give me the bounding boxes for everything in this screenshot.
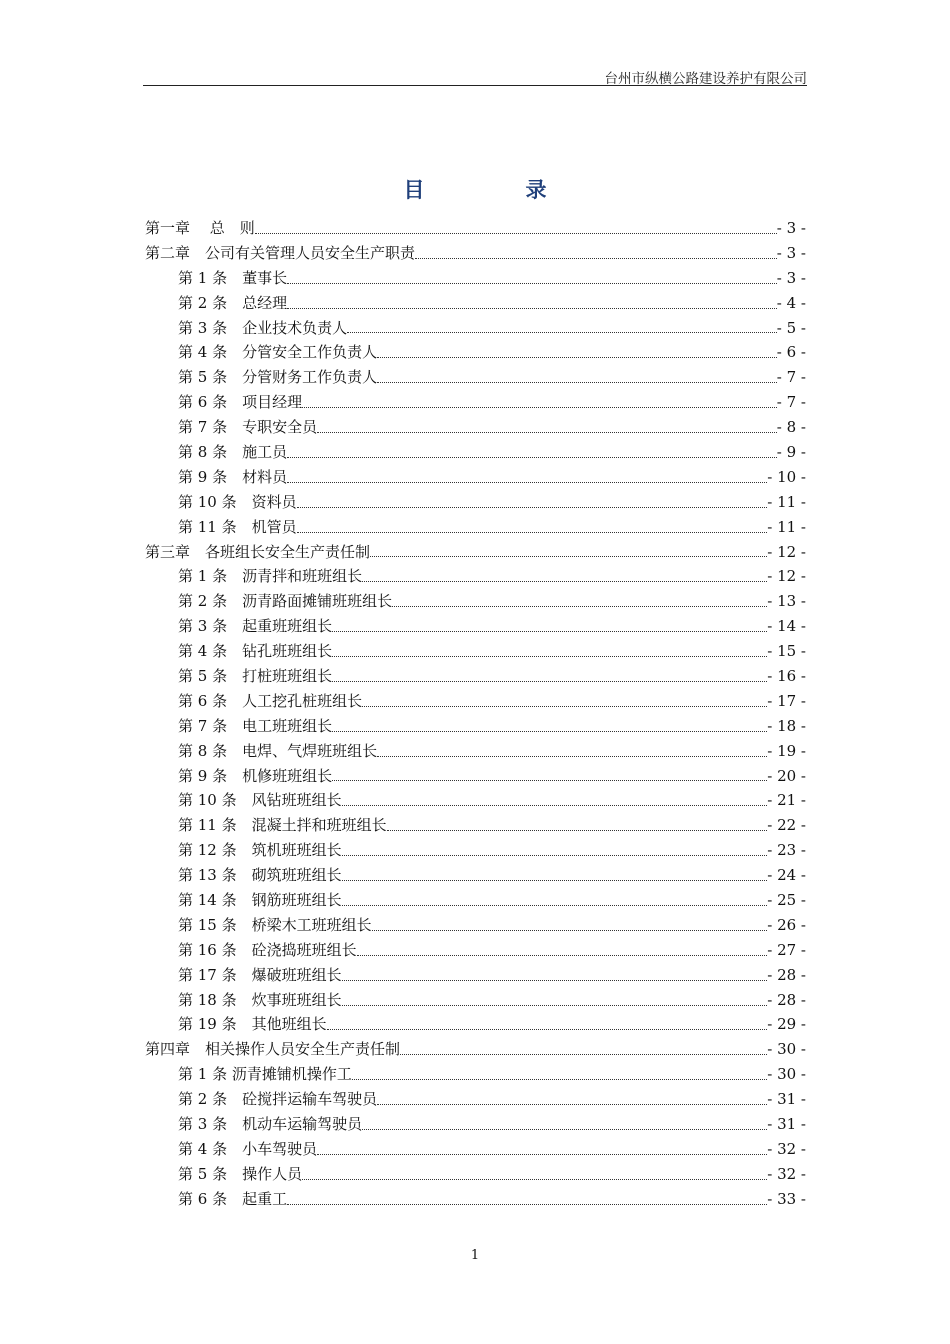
toc-entry-label: 第 6 条 起重工 xyxy=(178,1189,288,1208)
toc-article-entry[interactable] xyxy=(145,415,806,440)
toc-dot-leader xyxy=(377,1104,767,1105)
toc-article-entry[interactable] xyxy=(145,664,806,689)
toc-article-entry[interactable] xyxy=(145,515,806,540)
toc-article-entry[interactable] xyxy=(145,813,806,838)
toc-dot-leader xyxy=(377,756,767,757)
toc-entry-label: 第 17 条 爆破班班组长 xyxy=(178,965,342,984)
toc-dot-leader xyxy=(342,1005,768,1006)
toc-entry-label: 第 7 条 专职安全员 xyxy=(178,418,318,437)
toc-entry-label: 第 14 条 钢筋班班组长 xyxy=(178,891,342,910)
toc-dot-leader xyxy=(352,1079,767,1080)
page-number: 1 xyxy=(470,1248,480,1263)
toc-dot-leader xyxy=(287,482,767,483)
toc-entry-label: 第 10 条 资料员 xyxy=(178,492,297,511)
toc-article-entry[interactable] xyxy=(145,365,806,390)
toc-entry-label: 第一章 总 则 xyxy=(145,218,255,237)
toc-article-entry[interactable] xyxy=(145,938,806,963)
toc-article-entry[interactable] xyxy=(145,863,806,888)
toc-entry-label: 第 2 条 砼搅拌运输车驾驶员 xyxy=(178,1090,378,1109)
toc-entry-page: - 27 - xyxy=(767,940,806,959)
toc-entry-page: - 4 - xyxy=(776,293,806,312)
toc-entry-page: - 22 - xyxy=(767,816,806,835)
toc-article-entry[interactable] xyxy=(145,963,806,988)
toc-entry-page: - 30 - xyxy=(767,1040,806,1059)
toc-entry-label: 第 3 条 机动车运输驾驶员 xyxy=(178,1115,363,1134)
toc-entry-page: - 31 - xyxy=(767,1090,806,1109)
toc-entry-page: - 3 - xyxy=(776,268,806,287)
toc-dot-leader xyxy=(302,407,777,408)
toc-entry-label: 第 12 条 筑机班班组长 xyxy=(178,841,342,860)
toc-entry-label: 第 8 条 施工员 xyxy=(178,443,288,461)
toc-article-entry[interactable] xyxy=(145,838,806,863)
toc-article-entry[interactable] xyxy=(145,390,806,415)
toc-dot-leader xyxy=(302,1179,767,1180)
toc-entry-label: 第 11 条 混凝土拌和班班组长 xyxy=(178,816,387,835)
toc-dot-leader xyxy=(332,631,767,632)
toc-dot-leader xyxy=(342,855,768,856)
toc-dot-leader xyxy=(342,880,768,881)
toc-entry-label: 第 4 条 分管安全工作负责人 xyxy=(178,343,378,362)
toc-dot-leader xyxy=(317,1154,767,1155)
toc-entry-page: - 25 - xyxy=(767,891,806,910)
toc-entry-page: - 29 - xyxy=(767,1015,806,1034)
toc-article-entry[interactable] xyxy=(145,316,806,341)
toc-entry-label: 第 2 条 沥青路面摊铺班班组长 xyxy=(178,592,393,611)
toc-article-entry[interactable] xyxy=(145,689,806,714)
toc-entry-label: 第 18 条 炊事班班组长 xyxy=(178,990,342,1009)
toc-dot-leader xyxy=(370,556,767,557)
toc-dot-leader xyxy=(362,581,767,582)
toc-entry-page: - 31 - xyxy=(767,1115,806,1134)
toc-dot-leader xyxy=(287,308,777,309)
toc-dot-leader xyxy=(347,332,777,333)
toc-article-entry[interactable] xyxy=(145,266,806,291)
toc-entry-label: 第 5 条 打桩班班组长 xyxy=(178,667,333,686)
toc-article-entry[interactable] xyxy=(145,714,806,739)
toc-dot-leader xyxy=(332,656,767,657)
toc-dot-leader xyxy=(387,830,768,831)
table-of-contents xyxy=(145,216,806,1212)
toc-article-entry[interactable] xyxy=(145,739,806,764)
toc-article-entry[interactable] xyxy=(145,440,806,465)
toc-article-entry[interactable] xyxy=(145,589,806,614)
toc-dot-leader xyxy=(400,1054,767,1055)
toc-entry-page: - 19 - xyxy=(767,741,806,760)
toc-entry-label: 第 9 条 机修班班组长 xyxy=(178,766,333,785)
toc-entry-label: 第二章 公司有关管理人员安全生产职责 xyxy=(145,243,416,262)
toc-entry-page: - 24 - xyxy=(767,866,806,885)
toc-dot-leader xyxy=(377,382,777,383)
toc-entry-label: 第 15 条 桥梁木工班班组长 xyxy=(178,915,372,934)
toc-entry-label: 第 19 条 其他班组长 xyxy=(178,1015,327,1034)
toc-article-entry[interactable] xyxy=(145,639,806,664)
toc-entry-label: 第 1 条 董事长 xyxy=(178,268,288,287)
toc-entry-page: - 12 - xyxy=(767,542,806,561)
toc-entry-page: - 11 - xyxy=(767,517,806,536)
toc-article-entry[interactable] xyxy=(145,1187,806,1212)
toc-dot-leader xyxy=(357,955,768,956)
toc-entry-page: - 23 - xyxy=(767,841,806,860)
toc-entry-page: - 17 - xyxy=(767,691,806,710)
toc-dot-leader xyxy=(317,432,777,433)
toc-entry-label: 第 10 条 风钻班班组长 xyxy=(178,791,342,810)
toc-article-entry[interactable] xyxy=(145,291,806,316)
toc-entry-page: - 32 - xyxy=(767,1139,806,1158)
toc-chapter-entry[interactable] xyxy=(145,216,806,241)
toc-entry-page: - 15 - xyxy=(767,642,806,661)
toc-entry-page: - 8 - xyxy=(776,418,806,437)
toc-dot-leader xyxy=(362,706,767,707)
toc-entry-page: - 28 - xyxy=(767,990,806,1009)
toc-entry-page: - 3 - xyxy=(776,218,806,237)
toc-entry-label: 第 1 条 沥青拌和班班组长 xyxy=(178,567,363,586)
toc-entry-label: 第 4 条 小车驾驶员 xyxy=(178,1139,318,1158)
toc-dot-leader xyxy=(342,980,768,981)
toc-article-entry[interactable] xyxy=(145,340,806,365)
toc-article-entry[interactable] xyxy=(145,490,806,515)
toc-entry-page: - 10 - xyxy=(767,467,806,486)
toc-entry-label: 第 8 条 电焊、气焊班班组长 xyxy=(178,741,378,760)
toc-article-entry[interactable] xyxy=(145,913,806,938)
toc-article-entry[interactable] xyxy=(145,1137,806,1162)
toc-entry-label: 第 5 条 操作人员 xyxy=(178,1164,303,1183)
toc-dot-leader xyxy=(332,780,767,781)
toc-dot-leader xyxy=(372,930,768,931)
toc-entry-page: - 7 - xyxy=(776,393,806,412)
toc-entry-label: 第 3 条 企业技术负责人 xyxy=(178,318,348,337)
toc-dot-leader xyxy=(297,532,768,533)
header-rule xyxy=(143,85,807,86)
toc-dot-leader xyxy=(332,731,767,732)
toc-article-entry[interactable] xyxy=(145,614,806,639)
toc-dot-leader xyxy=(415,258,777,259)
toc-article-entry[interactable] xyxy=(145,564,806,589)
toc-entry-page: - 5 - xyxy=(776,318,806,337)
toc-dot-leader xyxy=(342,805,768,806)
toc-article-entry[interactable] xyxy=(145,988,806,1013)
toc-entry-label: 第 6 条 项目经理 xyxy=(178,393,303,412)
toc-article-entry[interactable] xyxy=(145,1062,806,1087)
toc-dot-leader xyxy=(332,681,767,682)
toc-entry-page: - 16 - xyxy=(767,667,806,686)
toc-dot-leader xyxy=(362,1129,767,1130)
toc-chapter-entry[interactable] xyxy=(145,241,806,266)
toc-dot-leader xyxy=(287,1204,767,1205)
toc-entry-label: 第 4 条 钻孔班班组长 xyxy=(178,642,333,661)
toc-dot-leader xyxy=(255,233,777,234)
toc-entry-label: 第 6 条 人工挖孔桩班组长 xyxy=(178,691,363,710)
toc-chapter-entry[interactable] xyxy=(145,540,806,565)
toc-article-entry[interactable] xyxy=(145,465,806,490)
toc-article-entry[interactable] xyxy=(145,764,806,789)
toc-article-entry[interactable] xyxy=(145,1087,806,1112)
toc-article-entry[interactable] xyxy=(145,788,806,813)
toc-dot-leader xyxy=(377,357,777,358)
toc-dot-leader xyxy=(297,507,768,508)
toc-entry-page: - 6 - xyxy=(776,343,806,362)
toc-entry-page: - 32 - xyxy=(767,1164,806,1183)
toc-dot-leader xyxy=(287,457,777,458)
toc-article-entry[interactable] xyxy=(145,1013,806,1038)
toc-article-entry[interactable] xyxy=(145,1112,806,1137)
header-company-name: 台州市纵横公路建设养护有限公司 xyxy=(604,71,807,87)
toc-entry-page: - 21 - xyxy=(767,791,806,810)
toc-entry-page: - 14 - xyxy=(767,617,806,636)
toc-article-entry[interactable] xyxy=(145,888,806,913)
toc-entry-label: 第 2 条 总经理 xyxy=(178,293,288,312)
toc-entry-page: - 7 - xyxy=(776,368,806,387)
toc-entry-page: - 9 - xyxy=(776,443,806,461)
toc-dot-leader xyxy=(287,283,777,284)
toc-entry-page: - 18 - xyxy=(767,716,806,735)
toc-entry-page: - 33 - xyxy=(767,1189,806,1208)
toc-entry-label: 第 11 条 机管员 xyxy=(178,517,297,536)
toc-chapter-entry[interactable] xyxy=(145,1037,806,1062)
toc-entry-label: 第 5 条 分管财务工作负责人 xyxy=(178,368,378,387)
toc-entry-page: - 3 - xyxy=(776,243,806,262)
toc-entry-page: - 20 - xyxy=(767,766,806,785)
toc-entry-label: 第三章 各班组长安全生产责任制 xyxy=(145,542,371,561)
toc-entry-page: - 12 - xyxy=(767,567,806,586)
toc-entry-label: 第 16 条 砼浇捣班班组长 xyxy=(178,940,357,959)
toc-article-entry[interactable] xyxy=(145,1162,806,1187)
toc-entry-label: 第 9 条 材料员 xyxy=(178,467,288,486)
toc-title: 目 录 xyxy=(403,177,587,202)
toc-entry-page: - 30 - xyxy=(767,1065,806,1084)
toc-entry-label: 第 1 条 沥青摊铺机操作工 xyxy=(178,1065,352,1084)
toc-entry-page: - 28 - xyxy=(767,965,806,984)
toc-dot-leader xyxy=(392,606,767,607)
toc-entry-label: 第 13 条 砌筑班班组长 xyxy=(178,866,342,885)
toc-dot-leader xyxy=(327,1029,768,1030)
toc-dot-leader xyxy=(342,905,768,906)
toc-entry-page: - 13 - xyxy=(767,592,806,611)
toc-entry-page: - 11 - xyxy=(767,492,806,511)
toc-entry-page: - 26 - xyxy=(767,915,806,934)
toc-entry-label: 第 7 条 电工班班组长 xyxy=(178,716,333,735)
toc-entry-label: 第 3 条 起重班班组长 xyxy=(178,617,333,636)
toc-entry-label: 第四章 相关操作人员安全生产责任制 xyxy=(145,1040,401,1059)
